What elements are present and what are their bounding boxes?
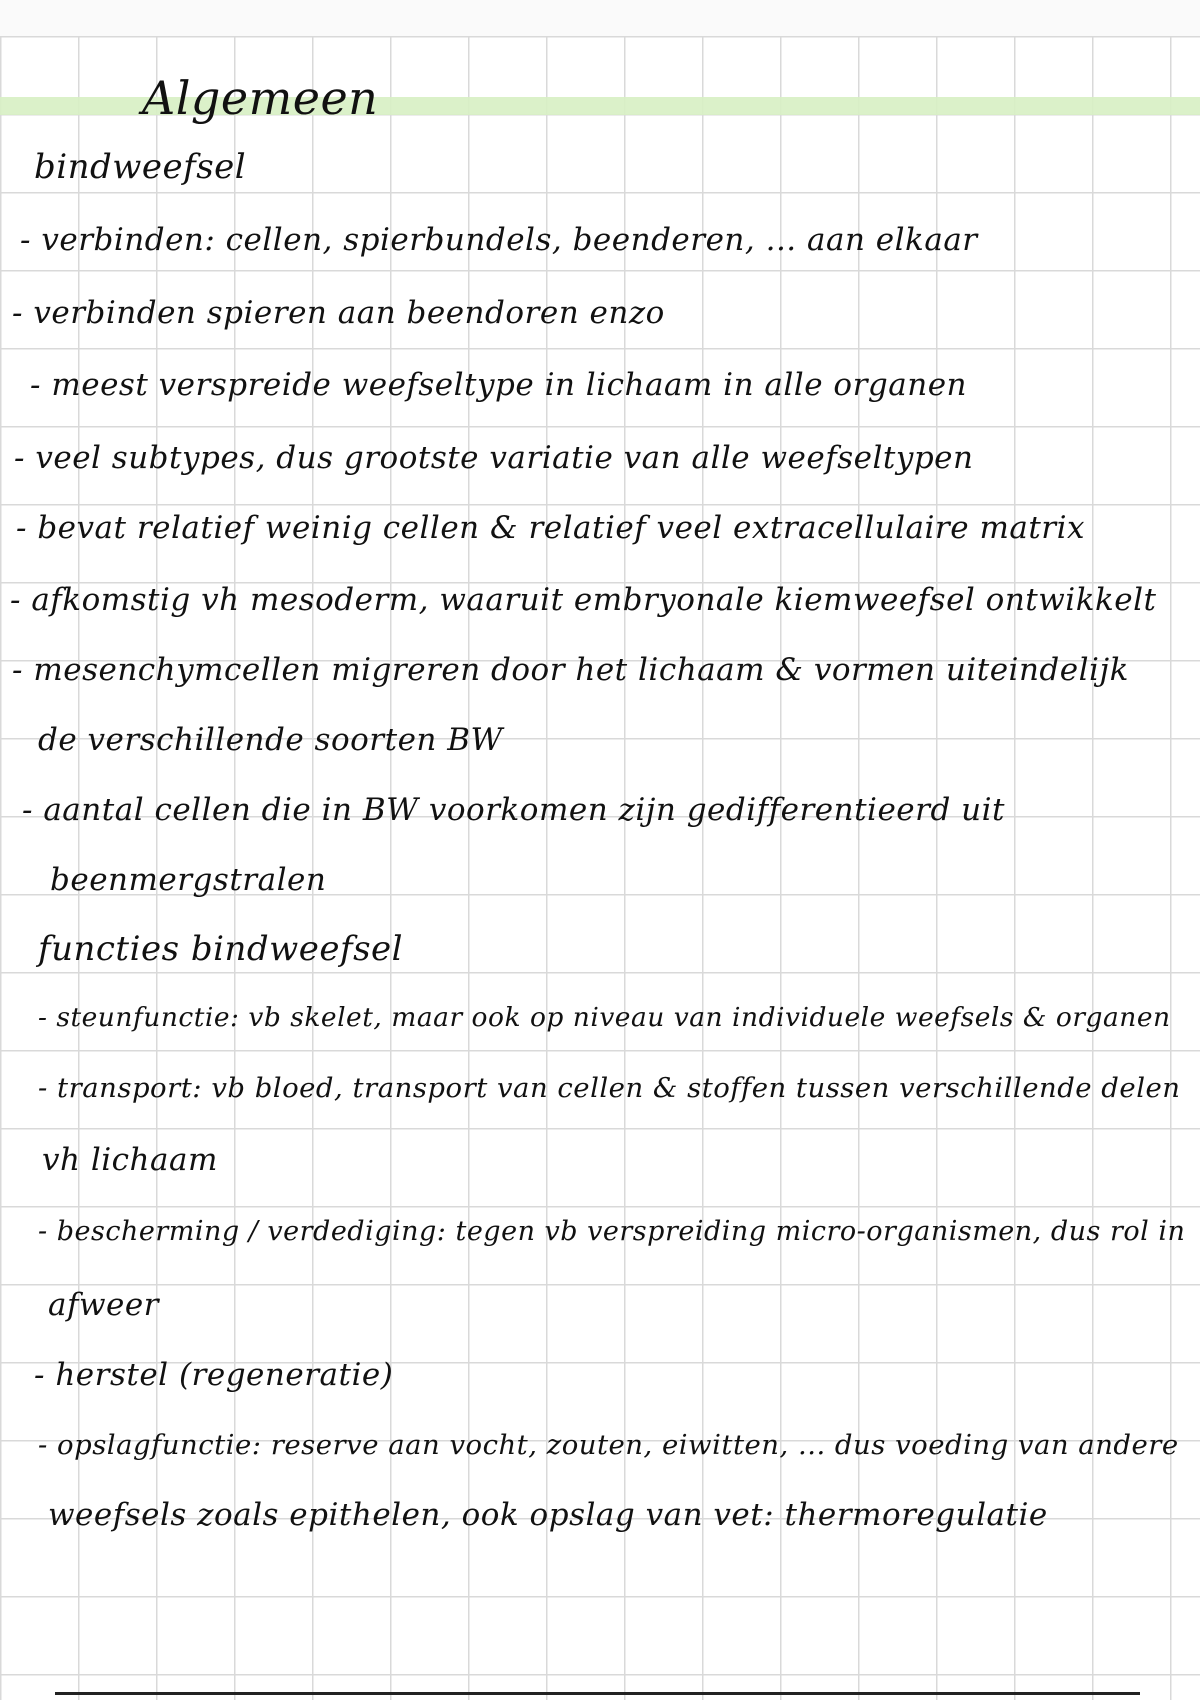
- note-line: - opslagfunctie: reserve aan vocht, zouten, eiwitten, ... dus voeding van andere: [38, 1429, 1179, 1461]
- bottom-rule: [55, 1692, 1140, 1695]
- note-line: - herstel (regeneratie): [34, 1357, 394, 1393]
- note-line: - veel subtypes, dus grootste variatie van alle weefseltypen: [14, 440, 974, 476]
- note-line: afweer: [48, 1287, 160, 1323]
- note-line: - afkomstig vh mesoderm, waaruit embryonale kiemweefsel ontwikkelt: [10, 582, 1157, 618]
- note-line: weefsels zoals epithelen, ook opslag van vet: thermoregulatie: [48, 1497, 1048, 1533]
- note-line: - meest verspreide weefseltype in lichaam in alle organen: [30, 367, 968, 403]
- note-line: - verbinden spieren aan beendoren enzo: [12, 295, 665, 331]
- note-line: - transport: vb bloed, transport van cellen & stoffen tussen verschillende delen: [38, 1072, 1181, 1104]
- note-line: - mesenchymcellen migreren door het lichaam & vormen uiteindelijk: [12, 652, 1129, 688]
- note-line: - bevat relatief weinig cellen & relatief veel extracellulaire matrix: [16, 510, 1086, 546]
- note-line: - verbinden: cellen, spierbundels, beenderen, ... aan elkaar: [20, 222, 978, 258]
- note-line: - bescherming / verdediging: tegen vb verspreiding micro-organismen, dus rol in: [38, 1216, 1186, 1247]
- note-line: vh lichaam: [42, 1142, 218, 1178]
- note-line: - aantal cellen die in BW voorkomen zijn gedifferentieerd uit: [22, 792, 1005, 828]
- section-heading-functies: functies bindweefsel: [38, 929, 404, 969]
- note-line: de verschillende soorten BW: [38, 722, 503, 758]
- section-heading-bindweefsel: bindweefsel: [34, 147, 247, 187]
- page-top-margin: [0, 0, 1200, 36]
- note-line: beenmergstralen: [50, 862, 327, 898]
- note-line: - steunfunctie: vb skelet, maar ook op niveau van individuele weefsels & organen: [38, 1002, 1171, 1033]
- page-title: Algemeen: [142, 71, 379, 125]
